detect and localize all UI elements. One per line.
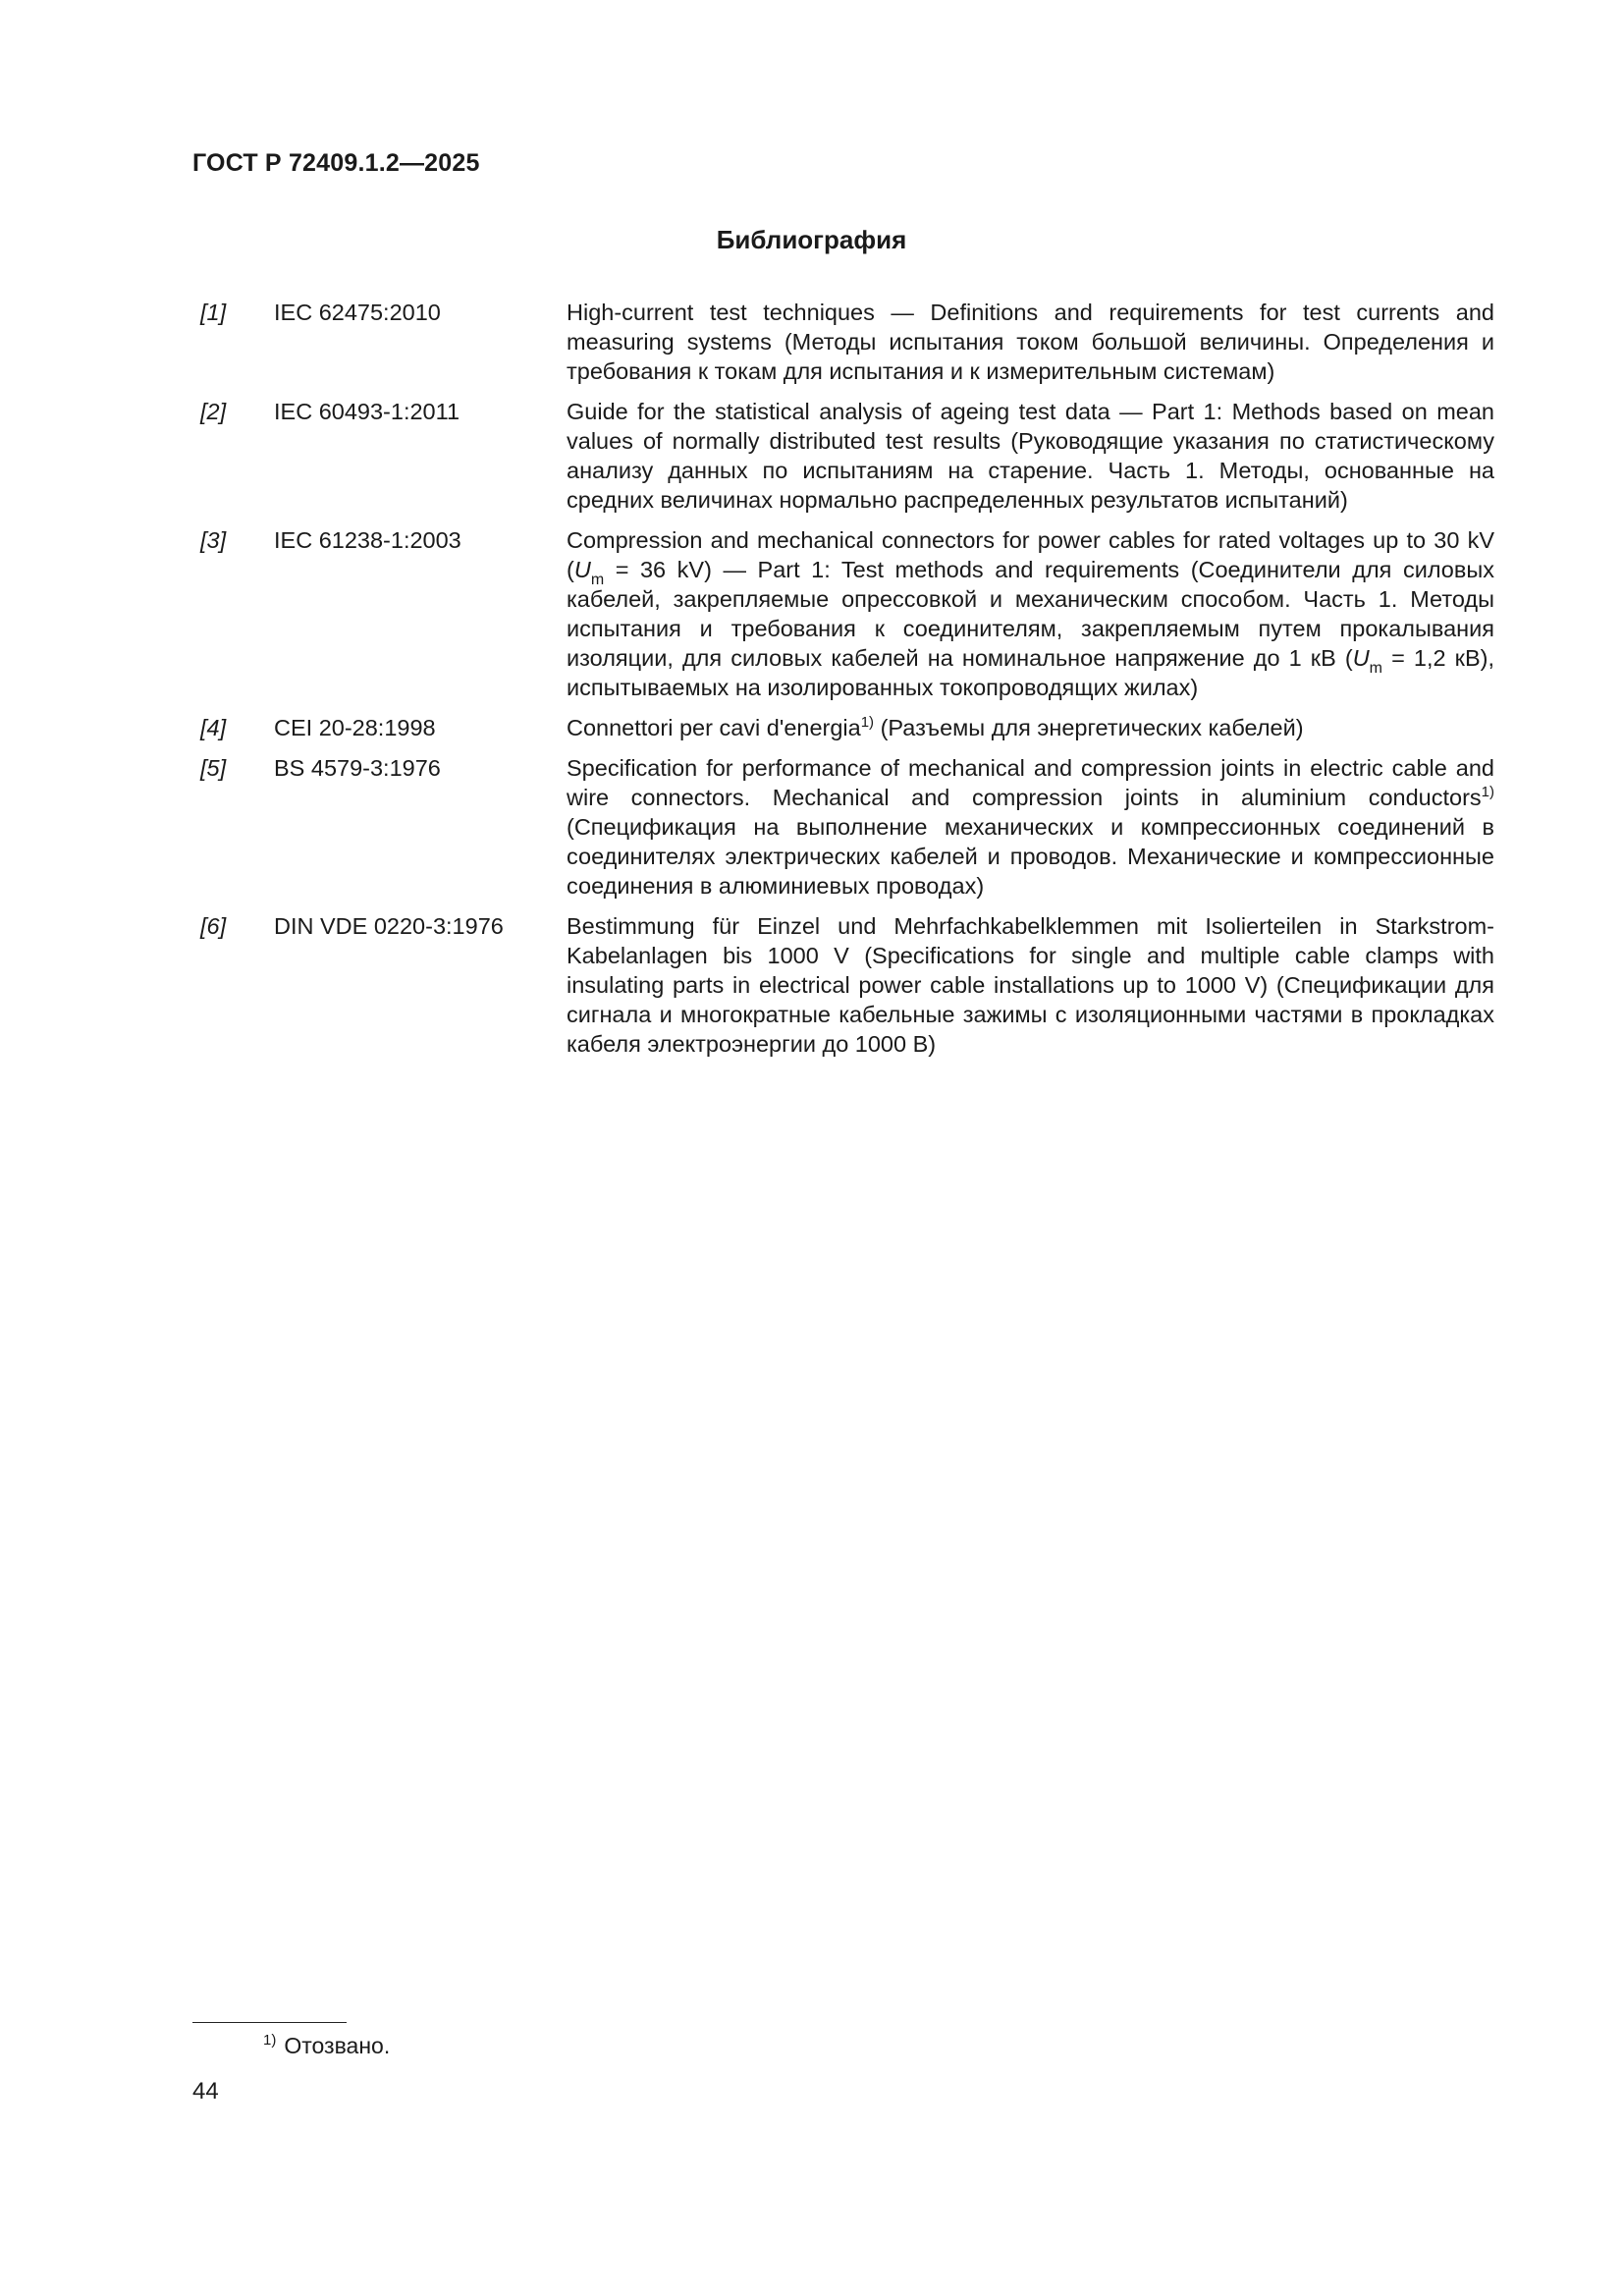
entry-number: [3] — [200, 527, 227, 553]
entry-number: [2] — [200, 399, 227, 424]
entry-standard-code: IEC 60493-1:2011 — [274, 399, 460, 424]
entry-text-subscript: m — [1369, 660, 1382, 677]
entry-text-italic: U — [573, 557, 591, 582]
bibliography-entry — [200, 753, 1494, 901]
bibliography-entry — [200, 525, 1494, 702]
footnote-reference: 1) — [1481, 784, 1494, 800]
footnote-reference: 1) — [860, 714, 875, 731]
entry-description: High-current test techniques — Definitions and requirements for test currents and measuring systems (Методы испытания током большой величины. Определения и требования к токам для испытания и к измерительным системам) — [567, 300, 1494, 384]
footnote-marker: 1) — [263, 2032, 277, 2049]
entry-number: [5] — [200, 755, 227, 781]
bibliography-entry — [200, 298, 1494, 386]
bibliography-list — [200, 298, 1494, 1069]
bibliography-entry — [200, 397, 1494, 515]
entry-number: [1] — [200, 300, 227, 325]
entry-text-subscript: m — [590, 572, 605, 588]
entry-text-italic: U — [1352, 645, 1370, 671]
entry-standard-code: IEC 62475:2010 — [274, 300, 441, 325]
entry-description: Compression and mechanical connectors for power cables for rated voltages up to 30 kV ($U_m = 36$ kV) — Part 1: Test methods and requirements (Соединители для силовых кабелей, закрепляемые опрессовкой и механическим способом. Часть 1. Методы испытания и требования к соединителям, закрепляемым путем прокалывания изоляции, для силовых кабелей на номинальное напряжение до 1 кВ ($U_m = 1,2$ кВ), испытываемых на изолированных токопроводящих жилах) — [567, 527, 1494, 700]
section-title: Библиография — [716, 225, 907, 254]
entry-number: [6] — [200, 913, 227, 939]
entry-description: Connettori per cavi d'energia$^{1)}$ (Разъемы для энергетических кабелей) — [567, 714, 1304, 740]
entry-number: [4] — [200, 715, 227, 740]
entry-standard-code: CEI 20-28:1998 — [274, 715, 436, 740]
entry-standard-code: DIN VDE 0220-3:1976 — [274, 913, 504, 939]
page-number: 44 — [192, 2078, 219, 2105]
entry-description: Specification for performance of mechanical and compression joints in electric cable and wire connectors. Mechanical and compression joints in aluminium conductors$^{1)}$ (Спецификация на выполнение механических и компрессионных соединений в соединителях электрических кабелей и проводов. Механические и компрессионные соединения в алюминиевых проводах) — [567, 755, 1494, 899]
bibliography-entry — [200, 911, 1494, 1059]
bibliography-entry — [200, 713, 1494, 742]
footnote — [263, 2033, 390, 2059]
document-header: ГОСТ Р 72409.1.2—2025 — [192, 149, 480, 177]
footnote-text: Отозвано. — [284, 2033, 391, 2058]
entry-description: Guide for the statistical analysis of ageing test data — Part 1: Methods based on mean values of normally distributed test results (Руководящие указания по статистическому анализу данных по испытаниям на старение. Часть 1. Методы, основанные на средних величинах нормально распределенных результатов испытаний) — [567, 399, 1494, 513]
entry-standard-code: BS 4579-3:1976 — [274, 755, 441, 781]
footnote-separator — [192, 2022, 347, 2023]
entry-standard-code: IEC 61238-1:2003 — [274, 527, 461, 553]
entry-description: Bestimmung für Einzel und Mehrfachkabelklemmen mit Isolierteilen in Starkstrom-Kabelanlagen bis 1000 V (Specifications for single and multiple cable clamps with insulating parts in electrical power cable installations up to 1000 V) (Спецификации для сигнала и многократные кабельные зажимы с изоляционными частями в прокладках кабеля электроэнергии до 1000 В) — [567, 913, 1494, 1057]
